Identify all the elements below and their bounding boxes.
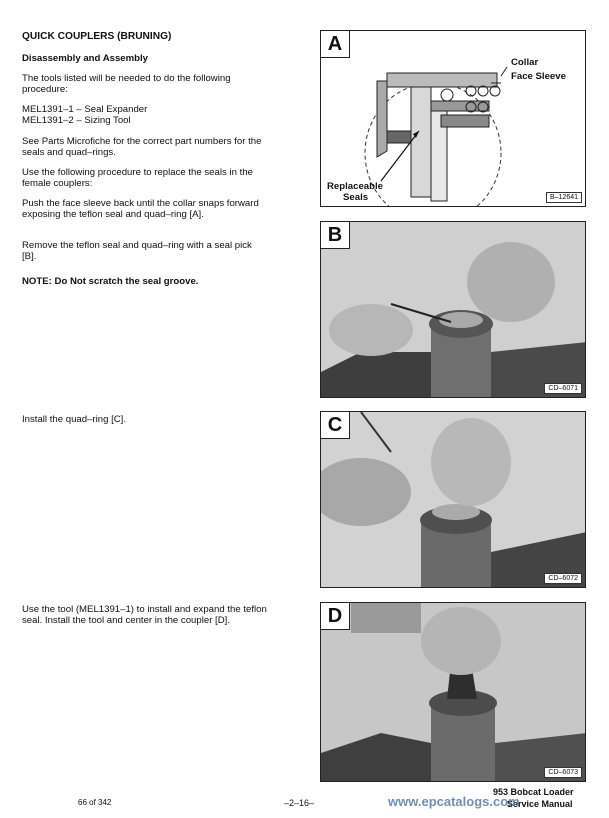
page-count: 66 of 342 (78, 798, 112, 807)
step-push-sleeve-line2: exposing the teflon seal and quad–ring [A]. (22, 209, 204, 220)
figure-c (320, 411, 586, 588)
section-heading: QUICK COUPLERS (BRUNING) (22, 31, 172, 42)
photo-installing-tool (321, 603, 586, 782)
label-collar: Collar (511, 57, 539, 68)
figure-a-letter: A (321, 31, 350, 58)
photo-removing-seal (321, 222, 586, 398)
model-name: 953 Bobcat Loader (493, 787, 574, 797)
paragraph-procedure-line2: female couplers: (22, 178, 93, 189)
label-replaceable: Replaceable (327, 181, 383, 192)
note: NOTE: Do Not scratch the seal groove. (22, 276, 199, 287)
figure-a (320, 30, 586, 207)
figure-d (320, 602, 586, 782)
step-remove-seal-line1: Remove the teflon seal and quad–ring with a seal pick (22, 240, 252, 251)
photo-installing-quad-ring (321, 412, 586, 588)
manual-name: Service Manual (507, 799, 573, 809)
figure-b-letter: B (321, 222, 350, 249)
step-remove-seal-line2: [B]. (22, 251, 37, 262)
figure-c-letter: C (321, 412, 350, 439)
figure-b (320, 221, 586, 398)
subheading: Disassembly and Assembly (22, 53, 149, 64)
step-install-quad-ring: Install the quad–ring [C]. (22, 414, 126, 425)
paragraph-microfiche-line2: seals and quad–rings. (22, 147, 116, 158)
figure-d-code: CD–6073 (544, 767, 582, 778)
step-install-tool-line2: seal. Install the tool and center in the coupler [D]. (22, 615, 230, 626)
figure-c-code: CD–6072 (544, 573, 582, 584)
watermark: www.epcatalogs.com (388, 794, 520, 809)
paragraph-procedure-line1: Use the following procedure to replace the seals in the (22, 167, 253, 178)
figure-d-letter: D (321, 603, 350, 630)
figure-b-code: CD–6071 (544, 383, 582, 394)
label-face-sleeve: Face Sleeve (511, 71, 566, 82)
paragraph-tools-line1: The tools listed will be needed to do the following (22, 73, 231, 84)
figure-a-code: B–12641 (546, 192, 582, 203)
label-seals: Seals (343, 192, 369, 203)
tool-seal-expander: MEL1391–1 – Seal Expander (22, 104, 148, 115)
tool-sizing-tool: MEL1391–2 – Sizing Tool (22, 115, 131, 126)
step-install-tool-line1: Use the tool (MEL1391–1) to install and expand the teflon (22, 604, 267, 615)
page-number: –2–16– (284, 798, 315, 808)
paragraph-microfiche-line1: See Parts Microfiche for the correct part numbers for the (22, 136, 262, 147)
paragraph-tools-line2: procedure: (22, 84, 68, 95)
step-push-sleeve-line1: Push the face sleeve back until the collar snaps forward (22, 198, 259, 209)
